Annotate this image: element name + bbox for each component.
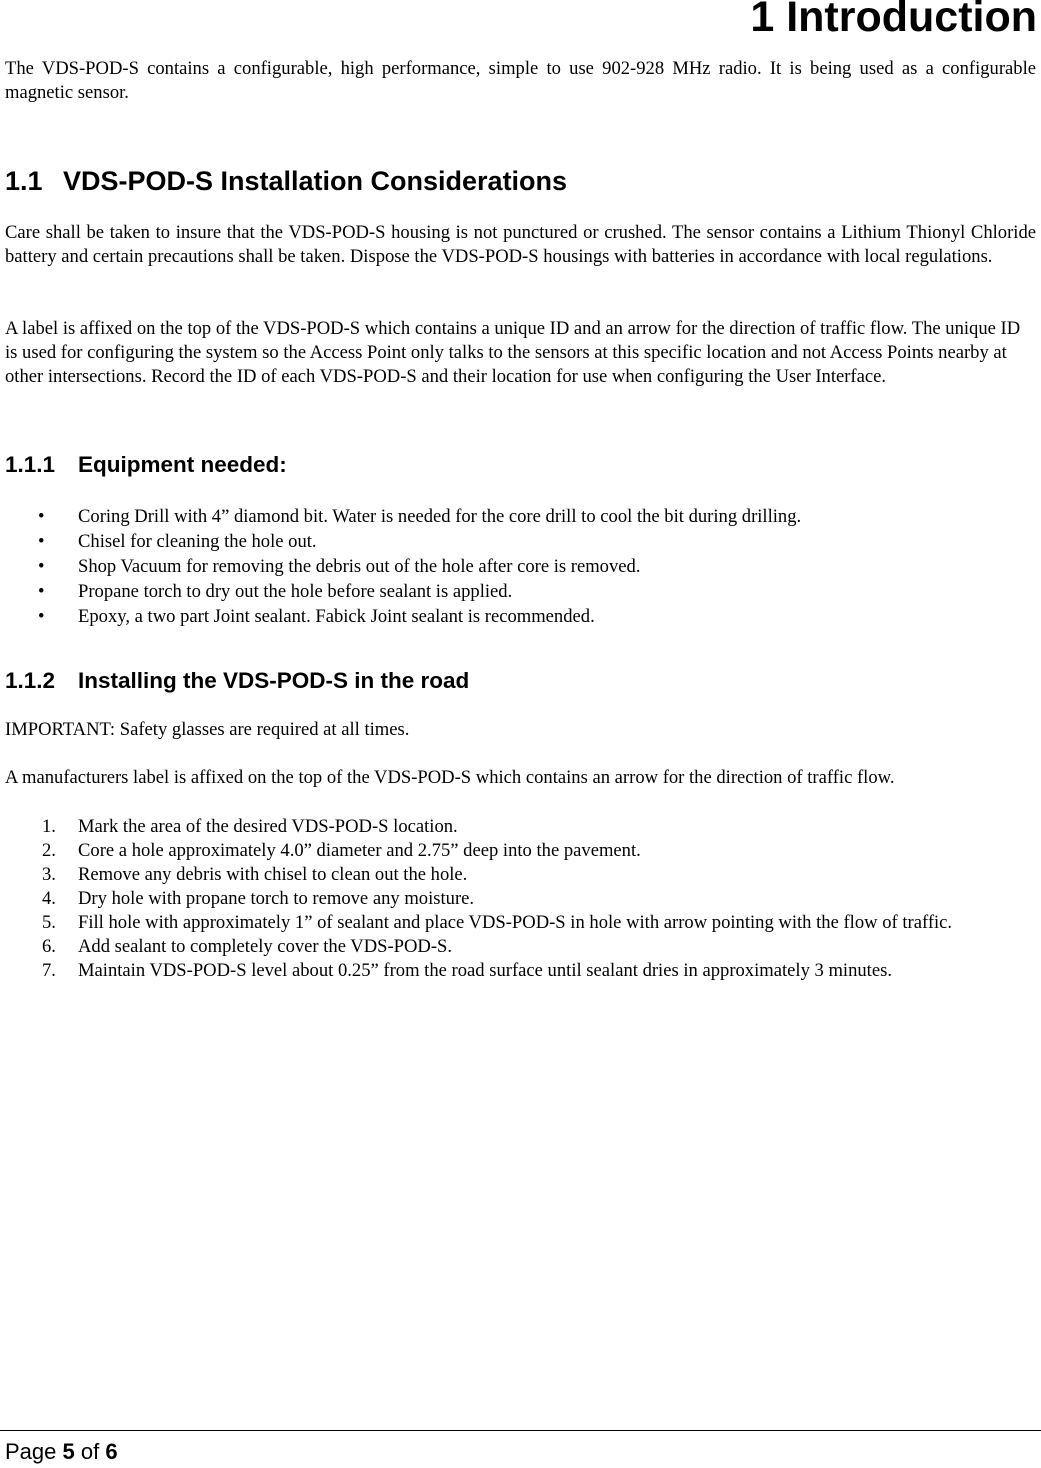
- section-1-1-1-heading: [5, 451, 287, 479]
- equipment-list: [0, 504, 1036, 629]
- list-item: [0, 579, 1036, 604]
- list-item: [0, 529, 1036, 554]
- step-number: 3.: [42, 864, 56, 885]
- step-number: 4.: [42, 888, 56, 909]
- list-item: [0, 604, 1036, 629]
- step-number: 5.: [42, 912, 56, 933]
- list-item: [0, 887, 1003, 911]
- page-number: 5: [62, 1439, 75, 1464]
- chapter-title: [750, 0, 1037, 43]
- label-id-paragraph: A label is affixed on the top of the VDS-POD-S which contains a unique ID and an arrow for the direction of traffic flow. The unique ID is used for configuring the system so the Access Point only talks to the sensors at this specific location and not Access Points nearby at other intersections. Record the ID of each VDS-POD-S and their location for use when configuring the User Interface.: [5, 318, 1021, 387]
- step-number: 7.: [42, 960, 56, 981]
- step-text: Core a hole approximately 4.0” diameter and 2.75” deep into the pavement.: [78, 840, 641, 861]
- step-text: Dry hole with propane torch to remove any moisture.: [78, 888, 475, 909]
- list-item: [0, 554, 1036, 579]
- section-1-1-heading: [5, 164, 567, 198]
- subsection-number: 1.1.1: [5, 452, 56, 477]
- step-number: 2.: [42, 840, 56, 861]
- subsection-title: Equipment needed:: [78, 452, 287, 477]
- label-note-paragraph: A manufacturers label is affixed on the top of the VDS-POD-S which contains an arrow for the direction of traffic flow.: [5, 767, 895, 788]
- section-1-1-2-heading: [5, 667, 469, 695]
- list-item: [0, 863, 1003, 887]
- list-item-text: Coring Drill with 4” diamond bit. Water is needed for the core drill to cool the bit during drilling.: [78, 506, 802, 527]
- list-item: [0, 839, 1003, 863]
- bullet: •: [38, 581, 45, 602]
- list-item-text: Shop Vacuum for removing the debris out of the hole after core is removed.: [78, 556, 641, 577]
- section-number: 1.1: [5, 166, 43, 196]
- list-item: [0, 504, 1036, 529]
- step-number: 1.: [42, 816, 56, 837]
- chapter-number: 1: [750, 0, 775, 41]
- subsection-number: 1.1.2: [5, 668, 56, 693]
- bullet: •: [38, 606, 45, 627]
- list-item-text: Chisel for cleaning the hole out.: [78, 531, 317, 552]
- page-word: Page: [5, 1439, 57, 1464]
- step-text: Remove any debris with chisel to clean out the hole.: [78, 864, 468, 885]
- bullet: •: [38, 531, 45, 552]
- of-word: of: [80, 1439, 100, 1464]
- intro-paragraph: The VDS-POD-S contains a configurable, high performance, simple to use 902-928 MHz radio. It is being used as a configurable magnetic sensor.: [5, 58, 1036, 103]
- list-item: [0, 959, 1003, 983]
- chapter-title-text: Introduction: [786, 0, 1037, 41]
- step-text: Fill hole with approximately 1” of sealant and place VDS-POD-S in hole with arrow pointing with the flow of traffic.: [78, 912, 953, 933]
- installation-steps: [0, 815, 1003, 983]
- bullet: •: [38, 556, 45, 577]
- footer-divider: [0, 1430, 1041, 1431]
- page-footer: [5, 1438, 118, 1466]
- page-total: 6: [105, 1439, 118, 1464]
- housing-care-paragraph: Care shall be taken to insure that the VDS-POD-S housing is not punctured or crushed. The sensor contains a Lithium Thionyl Chloride battery and certain precautions shall be taken. Dispose the VDS-POD-S housings with batteries in accordance with local regulations.: [5, 222, 1036, 267]
- step-text: Maintain VDS-POD-S level about 0.25” from the road surface until sealant dries in approximately 3 minutes.: [78, 960, 892, 981]
- list-item: [0, 815, 1003, 839]
- list-item: [0, 935, 1003, 959]
- section-title: VDS-POD-S Installation Considerations: [63, 166, 568, 196]
- step-number: 6.: [42, 936, 56, 957]
- bullet: •: [38, 506, 45, 527]
- list-item-text: Epoxy, a two part Joint sealant. Fabick Joint sealant is recommended.: [78, 606, 595, 627]
- list-item-text: Propane torch to dry out the hole before sealant is applied.: [78, 581, 513, 602]
- list-item: [0, 911, 1003, 935]
- step-text: Add sealant to completely cover the VDS-POD-S.: [78, 936, 453, 957]
- step-text: Mark the area of the desired VDS-POD-S location.: [78, 816, 458, 837]
- subsection-title: Installing the VDS-POD-S in the road: [78, 668, 470, 693]
- important-notice: IMPORTANT: Safety glasses are required at all times.: [5, 719, 410, 740]
